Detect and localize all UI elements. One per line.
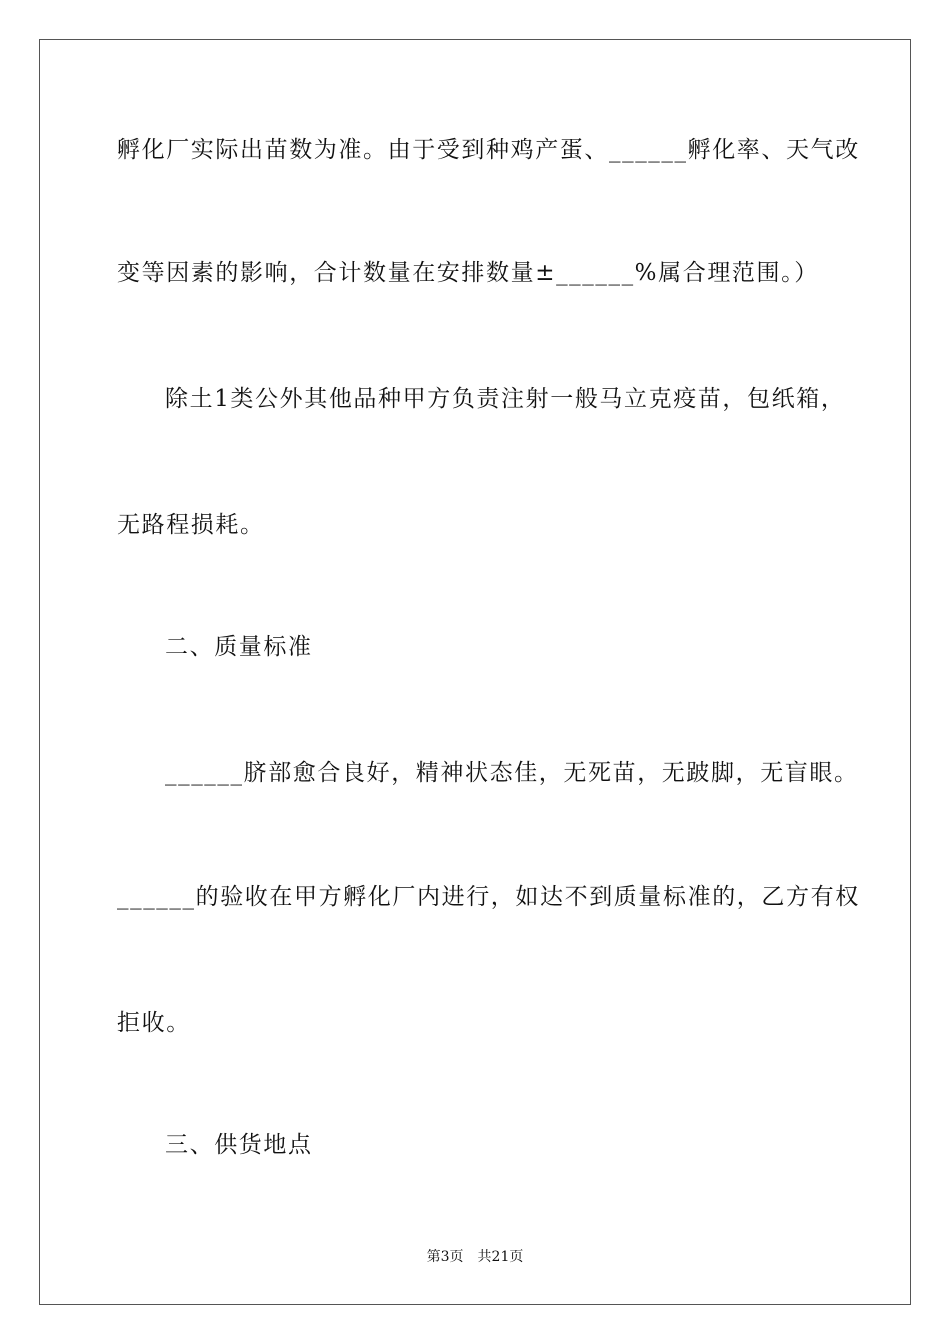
page-border: [39, 39, 911, 1305]
page-footer: [0, 1248, 950, 1266]
body-text-line: 除土1类公外其他品种甲方负责注射一般马立克疫苗，包纸箱，: [165, 386, 846, 412]
body-text-line: ______的验收在甲方孵化厂内进行，如达不到质量标准的，乙方有权: [117, 884, 860, 910]
body-text-line: ______脐部愈合良好，精神状态佳，无死苗，无跛脚，无盲眼。: [165, 760, 859, 786]
body-text-line: 拒收。: [117, 1010, 191, 1036]
body-text-line: 孵化厂实际出苗数为准。由于受到种鸡产蛋、______孵化率、天气改: [117, 137, 860, 163]
section-heading-quality-standard: 二、质量标准: [165, 634, 313, 660]
section-heading-delivery-location: 三、供货地点: [165, 1132, 313, 1158]
body-text-line: 无路程损耗。: [117, 512, 265, 538]
page-total: 共21页: [477, 1249, 524, 1265]
page-number: 第3页: [426, 1249, 464, 1265]
body-text-line: 变等因素的影响，合计数量在安排数量±______%属合理范围。）: [117, 260, 819, 286]
